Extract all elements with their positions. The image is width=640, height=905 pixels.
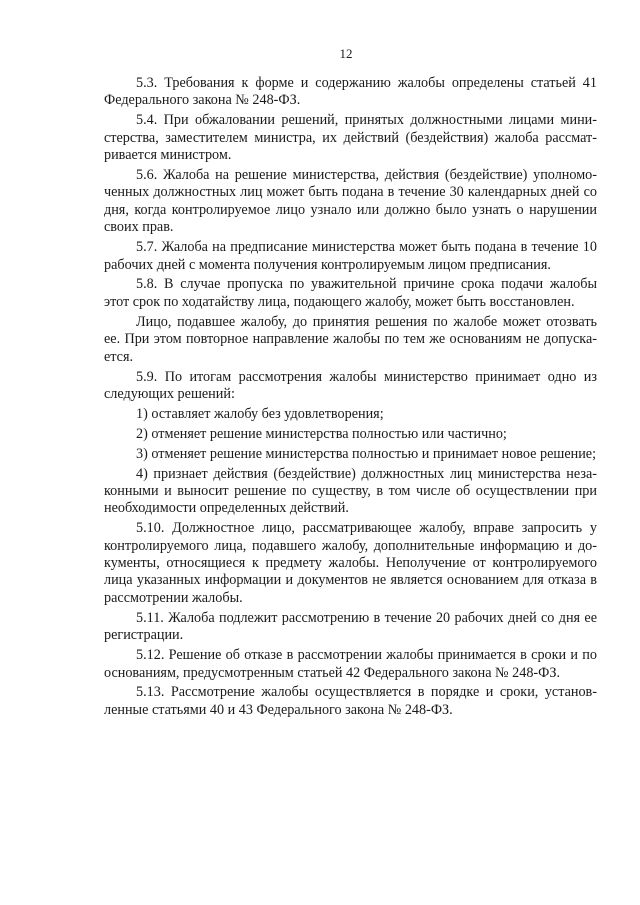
paragraph-5-4: 5.4. При обжаловании решений, принятых должностными лицами министерства, заместителем министра, их действий (бездействия) жалоба рассматривается министром. [104, 112, 597, 164]
paragraph-5-9: 5.9. По итогам рассмотрения жалобы министерство принимает одно из следующих решений: [104, 368, 597, 402]
paragraph-5-13: 5.13. Рассмотрение жалобы осуществляется в порядке и сроки, установленные статьями 40 и 43 Федерального закона № 248-ФЗ. [104, 684, 597, 718]
list-item-decision-1: 1) оставляет жалобу без удовлетворения; [136, 405, 384, 422]
paragraph-5-12: 5.12. Решение об отказе в рассмотрении жалобы принимается в сроки и по основаниям, предусмотренным статьей 42 Федерального закона № 248-ФЗ. [104, 647, 597, 681]
list-item-decision-2: 2) отменяет решение министерства полностью или частично; [136, 425, 507, 442]
paragraph-5-10: 5.10. Должностное лицо, рассматривающее жалобу, вправе запросить у контролируемого лица, подавшего жалобу, дополнительные информацию и документы, относящиеся к предмету жалобы. Неполучение от контролируемого лица указанных информации и документов не является основанием для отказа в рассмотрении жалобы. [104, 520, 597, 606]
list-item-decision-3: 3) отменяет решение министерства полностью и принимает новое решение; [136, 445, 597, 462]
paragraph-5-7: 5.7. Жалоба на предписание министерства может быть подана в течение 10 рабочих дней с момента получения контролируемым лицом предписания. [104, 239, 597, 273]
paragraph-5-6: 5.6. Жалоба на решение министерства, действия (бездействие) уполномоченных должностных лиц может быть подана в течение 30 календарных дней со дня, когда контролируемое лицо узнало или должно было узнать о нарушении своих прав. [104, 167, 597, 236]
paragraph-5-3: 5.3. Требования к форме и содержанию жалобы определены статьей 41 Федерального закона № 248-ФЗ. [104, 75, 597, 109]
paragraph-5-8: 5.8. В случае пропуска по уважительной причине срока подачи жалобы этот срок по ходатайству лица, подающего жалобу, может быть восстановлен. [104, 276, 597, 310]
paragraph-5-11: 5.11. Жалоба подлежит рассмотрению в течение 20 рабочих дней со дня ее регистрации. [104, 609, 597, 644]
page-number: 12 [339, 46, 353, 61]
document-body [104, 75, 597, 722]
list-item-decision-4: 4) признает действия (бездействие) должностных лиц министерства незаконными и выносит решение по существу, в том числе об осуществлении при необходимости определенных действий. [104, 465, 597, 517]
paragraph-withdrawal: Лицо, подавшее жалобу, до принятия решения по жалобе может отозвать ее. При этом повторное направление жалобы по тем же основаниям не допускается. [104, 313, 597, 365]
